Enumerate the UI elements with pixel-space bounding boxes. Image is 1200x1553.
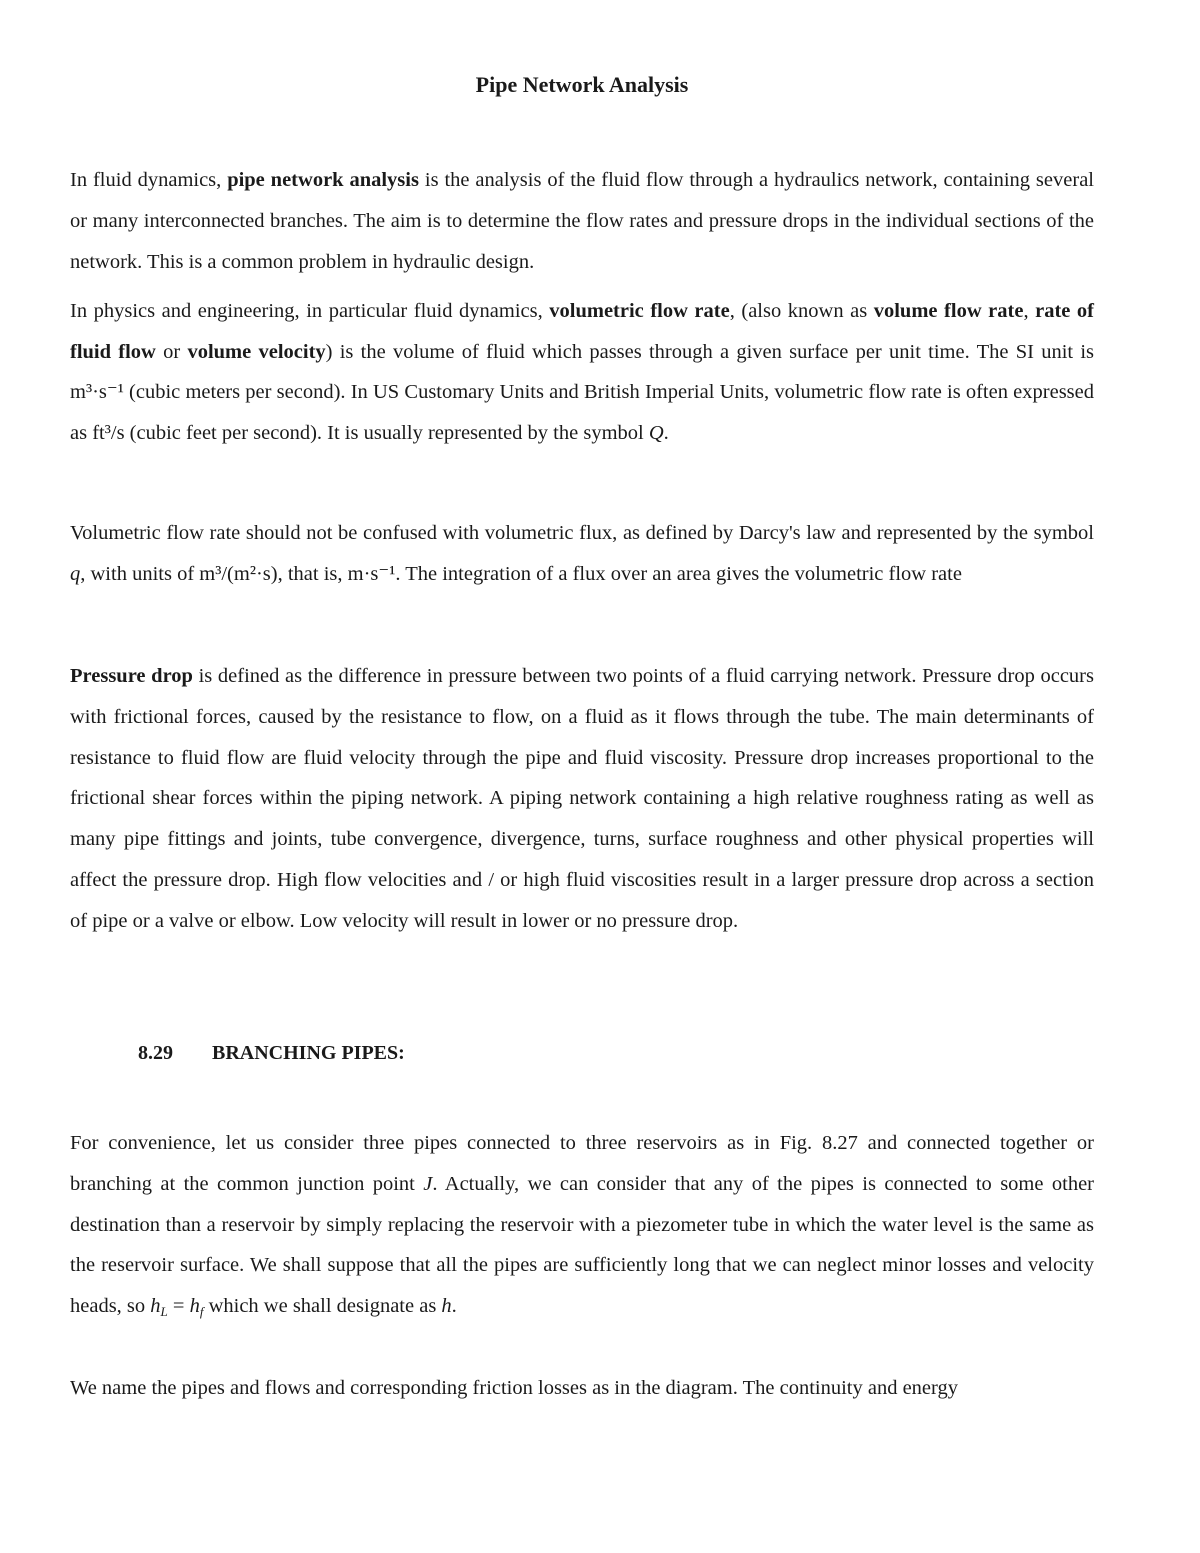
document-title: Pipe Network Analysis [475,72,689,97]
paragraph-volumetric-flux: Volumetric flow rate should not be confused with volumetric flux, as defined by Darcy's law and represented by the symbol q, with units of m³/(m²·s), that is, m·s⁻¹. The integration of a flux over an area gives the volumetric flow rate [70,522,1094,585]
paragraph-branching-pipes: For convenience, let us consider three pipes connected to three reservoirs as in Fig. 8.27 and connected together or branching at the common junction point J. Actually, we can consider that any of the pipes is connected to some other destination than a reservoir by simply replacing the reservoir with a piezometer tube in which the water level is the same as the reservoir surface. We shall suppose that all the pipes are sufficiently long that we can neglect minor losses and velocity heads, so $h_L = h_f$ which we shall designate as h. [70,1132,1094,1320]
section-number: 8.29 [138,1042,173,1064]
term-volume-velocity: volume velocity [187,340,326,363]
symbol-h-l: $h_L$ [150,1295,168,1320]
term-pipe-network-analysis: pipe network analysis [227,169,419,191]
symbol-h-f: $h_f$ [189,1295,204,1320]
paragraph-volumetric-flow-rate: In physics and engineering, in particular fluid dynamics, volumetric flow rate, (also known as volume flow rate, rate of fluid flow or volume velocity) is the volume of fluid which passes through a given surface per unit time. The SI unit is m³·s⁻¹ (cubic meters per second). In US Customary Units and British Imperial Units, volumetric flow rate is often expressed as ft³/s (cubic feet per second). It is usually represented by the symbol Q. [70,300,1095,444]
section-title: BRANCHING PIPES: [212,1042,405,1064]
term-volumetric-flow-rate: volumetric flow rate [549,300,730,322]
symbol-h: h [441,1295,452,1318]
symbol-q-lower: q [70,562,81,585]
symbol-q-upper: Q [648,421,664,444]
paragraph-pressure-drop: Pressure drop is defined as the difference in pressure between two points of a fluid carrying network. Pressure drop occurs with frictional forces, caused by the resistance to flow, on a fluid as it flows through the tube. The main determinants of resistance to fluid flow are fluid velocity through the pipe and fluid viscosity. Pressure drop increases proportional to the frictional shear forces within the piping network. A piping network containing a high relative roughness rating as well as many pipe fittings and joints, tube convergence, divergence, turns, surface roughness and other physical properties will affect the pressure drop. High flow velocities and / or high fluid viscosities result in a larger pressure drop across a section of pipe or a valve or elbow. Low velocity will result in lower or no pressure drop. [70,665,1094,932]
paragraph-pipe-network-analysis: In fluid dynamics, pipe network analysis is the analysis of the fluid flow through a hydraulics network, containing several or many interconnected branches. The aim is to determine the flow rates and pressure drops in the individual sections of the network. This is a common problem in hydraulic design. [70,169,1094,273]
section-heading-branching-pipes [138,1042,405,1065]
term-pressure-drop: Pressure drop [70,665,193,687]
term-rate-of-fluid-flow: rate of fluid flow [70,300,1095,363]
symbol-j: J [423,1172,433,1195]
paragraph-continuity-energy: We name the pipes and flows and corresponding friction losses as in the diagram. The continuity and energy [70,1377,958,1399]
term-volume-flow-rate: volume flow rate [873,300,1024,322]
